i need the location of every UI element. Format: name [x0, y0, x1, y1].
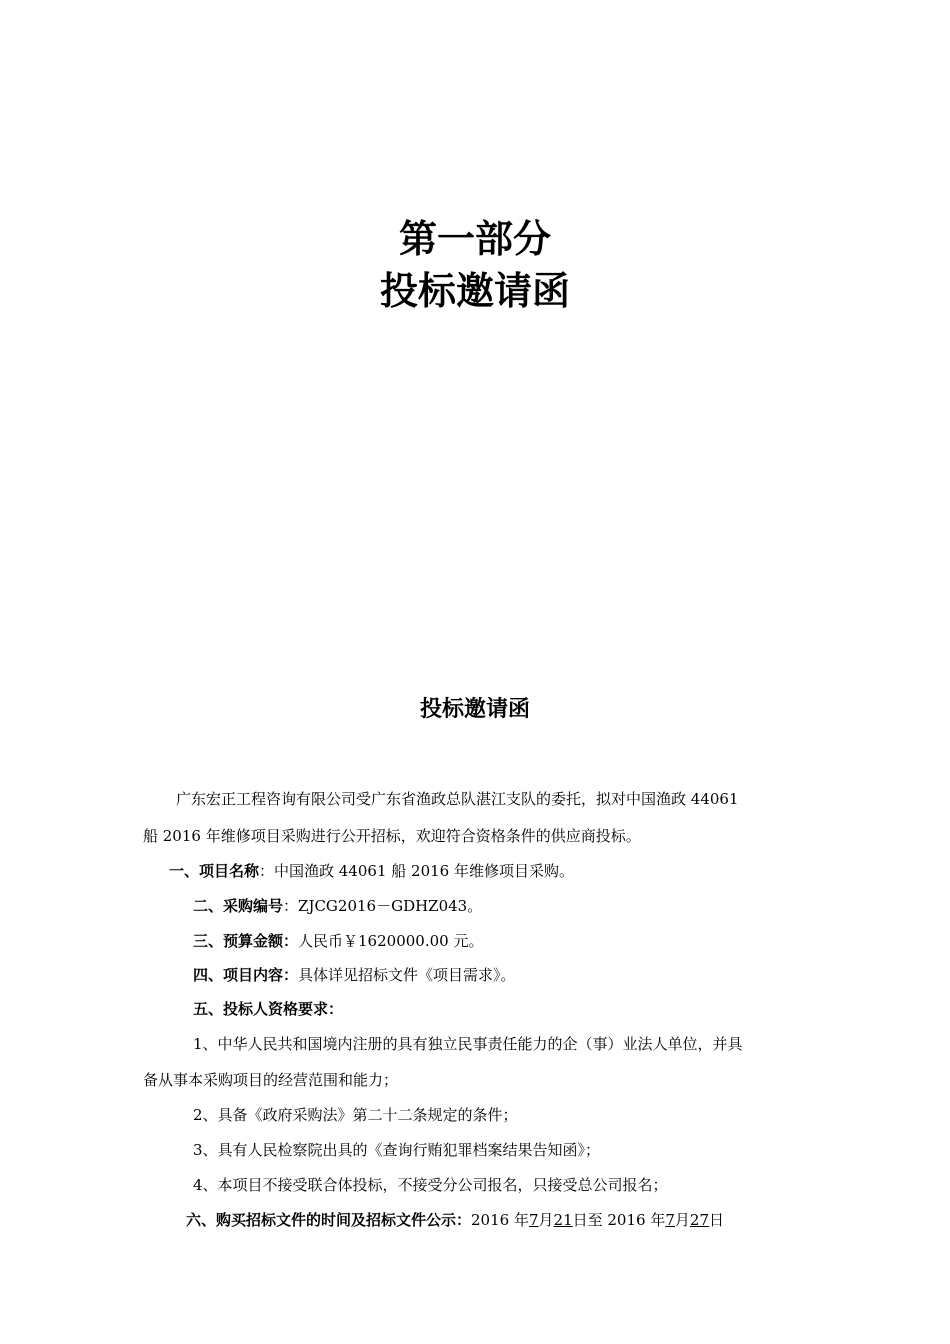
date-range-connector: 日至 2016 年 [572, 1211, 666, 1229]
intro-paragraph-line1: 广东宏正工程咨询有限公司受广东省渔政总队湛江支队的委托，拟对中国渔政 44061 [176, 790, 739, 808]
project-content-value: 具体详见招标文件《项目需求》。 [298, 966, 516, 984]
cover-part-title: 第一部分 [398, 217, 551, 261]
bidder-qualification-heading: 五、投标人资格要求： [193, 1000, 344, 1018]
requirement-2: 2、具备《政府采购法》第二十二条规定的条件； [193, 1106, 518, 1124]
start-month-suffix: 月 [538, 1211, 554, 1229]
budget-label: 三、预算金额： [193, 932, 299, 950]
start-year: 2016 年 [471, 1211, 529, 1229]
intro-paragraph-line2: 船 2016 年维修项目采购进行公开招标，欢迎符合资格条件的供应商投标。 [143, 827, 641, 845]
invitation-heading: 投标邀请函 [419, 697, 530, 722]
start-month: 7 [528, 1211, 539, 1229]
project-name-line [169, 861, 837, 881]
procurement-number-line [193, 896, 861, 916]
budget-value: 人民币￥1620000.00 元。 [298, 932, 484, 950]
project-content-line [193, 965, 861, 985]
requirement-1-line2: 备从事本采购项目的经营范围和能力； [143, 1071, 399, 1089]
requirement-1-line1: 1、中华人民共和国境内注册的具有独立民事责任能力的企（事）业法人单位，并具 [193, 1035, 743, 1053]
requirement-4: 4、本项目不接受联合体投标，不接受分公司报名，只接受总公司报名； [193, 1176, 668, 1194]
end-month: 7 [665, 1211, 675, 1229]
end-month-suffix: 月 [674, 1211, 690, 1229]
end-day: 27 [689, 1211, 709, 1229]
purchase-period-label: 六、购买招标文件的时间及招标文件公示： [186, 1211, 472, 1229]
purchase-period-line [186, 1210, 854, 1230]
procurement-number-value: ：ZJCG2016－GDHZ043。 [283, 897, 483, 915]
cover-document-title: 投标邀请函 [379, 269, 570, 313]
requirement-3: 3、具有人民检察院出具的《查询行贿犯罪档案结果告知函》； [193, 1141, 601, 1159]
project-name-label: 一、项目名称 [169, 862, 260, 880]
procurement-number-label: 二、采购编号 [193, 897, 284, 915]
budget-line [193, 931, 861, 951]
project-name-value: ：中国渔政 44061 船 2016 年维修项目采购。 [259, 862, 574, 880]
start-day: 21 [553, 1211, 573, 1229]
end-day-suffix: 日 [709, 1211, 725, 1229]
project-content-label: 四、项目内容： [193, 966, 299, 984]
